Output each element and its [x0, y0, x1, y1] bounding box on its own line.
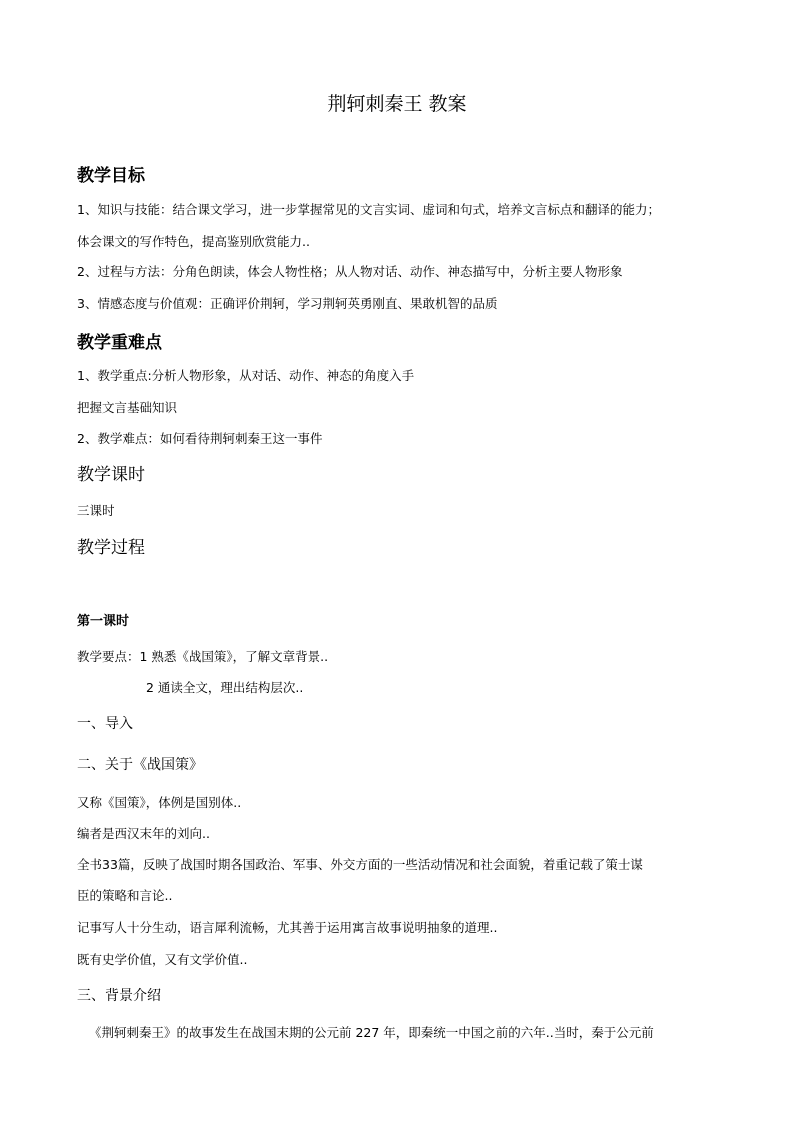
lesson1-point: 教学要点：1 熟悉《战国策》，了解文章背景.. — [77, 649, 329, 664]
part1-heading: 一、导入 — [77, 716, 133, 732]
part3-heading: 三、背景介绍 — [77, 988, 161, 1004]
part2-line: 编者是西汉末年的刘向.. — [77, 826, 210, 841]
document-title: 荆轲刺秦王 教案 — [327, 93, 467, 115]
goals-item: 3、情感态度与价值观：正确评价荆轲，学习荆轲英勇刚直、果敢机智的品质 — [77, 296, 498, 311]
goals-item: 2、过程与方法：分角色朗读，体会人物性格；从人物对话、动作、神态描写中，分析主要人物形象 — [77, 264, 623, 279]
goals-item: 1、知识与技能：结合课文学习，进一步掌握常见的文言实词、虚词和句式，培养文言标点和翻译的能力； — [77, 202, 660, 217]
key-points-item: 把握文言基础知识 — [77, 400, 178, 415]
goals-heading: 教学目标 — [77, 166, 145, 186]
process-heading: 教学过程 — [77, 538, 145, 558]
part2-line: 又称《国策》，体例是国别体.. — [77, 795, 242, 810]
lesson1-title: 第一课时 — [77, 614, 130, 629]
key-points-item: 2、教学难点：如何看待荆轲刺秦王这一事件 — [77, 431, 323, 446]
hours-heading: 教学课时 — [77, 465, 145, 485]
part2-line: 记事写人十分生动，语言犀利流畅，尤其善于运用寓言故事说明抽象的道理.. — [77, 920, 498, 935]
hours-value: 三课时 — [77, 503, 115, 518]
part2-line: 全书33篇，反映了战国时期各国政治、军事、外交方面的一些活动情况和社会面貌，着重记载了策士谋 — [77, 857, 643, 872]
goals-item: 体会课文的写作特色，提高鉴别欣赏能力.. — [77, 234, 310, 249]
key-points-heading: 教学重难点 — [77, 333, 162, 353]
part2-heading: 二、关于《战国策》 — [77, 757, 203, 773]
part2-line: 既有史学价值，又有文学价值.. — [77, 952, 248, 967]
lesson1-point: 2 通读全文，理出结构层次.. — [146, 680, 304, 695]
part2-line: 臣的策略和言论.. — [77, 888, 173, 903]
key-points-item: 1、教学重点:分析人物形象，从对话、动作、神态的角度入手 — [77, 368, 415, 383]
part3-line: 《荆轲刺秦王》的故事发生在战国末期的公元前 227 年，即秦统一中国之前的六年..当时，秦于公元前 — [89, 1025, 654, 1040]
